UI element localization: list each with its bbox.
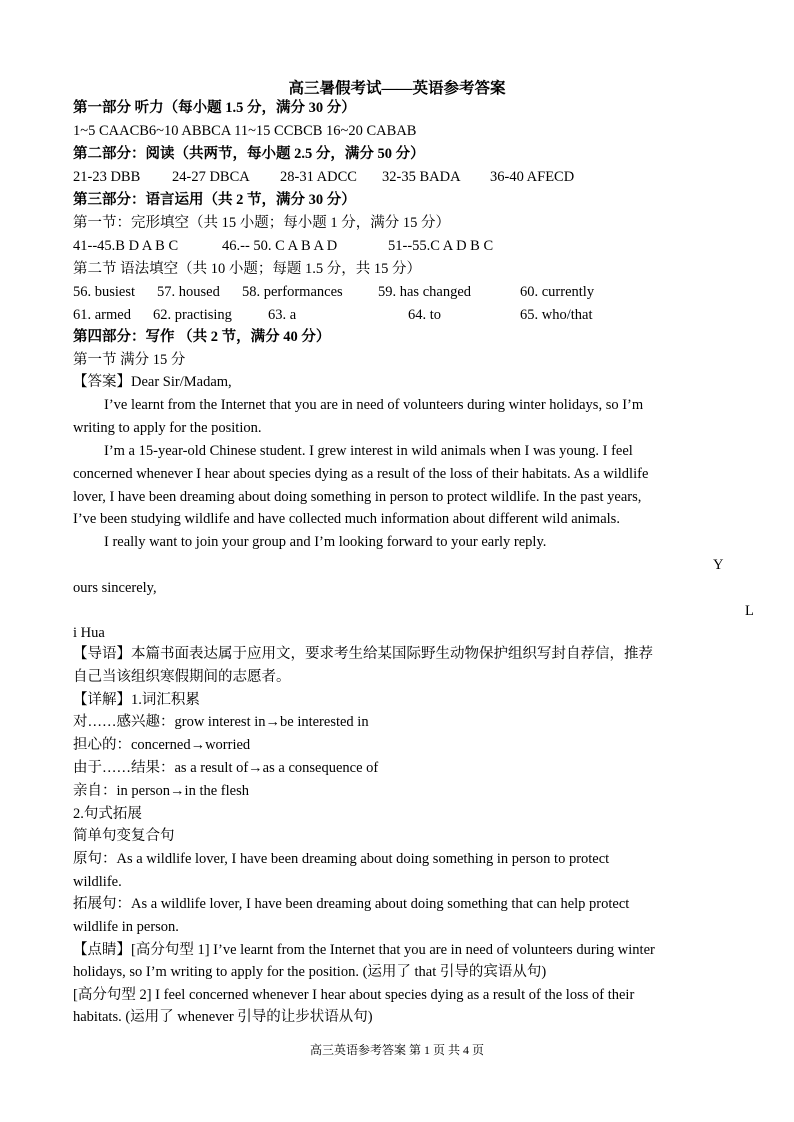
detail-heading: 【详解】1.词汇积累 (73, 692, 200, 708)
part2-answer: 24-27 DBCA (172, 169, 250, 185)
letter-line: writing to apply for the position. (73, 420, 262, 436)
part2-answer: 32-35 BADA (382, 169, 461, 185)
grammar-answer: 61. armed (73, 307, 131, 323)
part2-answer: 36-40 AFECD (490, 169, 575, 185)
part2-heading: 第二部分：阅读（共两节，每小题 2.5 分，满分 50 分） (73, 146, 425, 162)
original-sentence: wildlife. (73, 874, 122, 890)
extended-sentence: wildlife in person. (73, 919, 179, 935)
part3-heading: 第三部分：语言运用（共 2 节，满分 30 分） (73, 192, 356, 208)
vocab-item: 由于……结果：as a result of→as a consequence of (73, 760, 379, 776)
signature-text: i Hua (73, 625, 105, 641)
letter-line: I really want to join your group and I’m looking forward to your early reply. (104, 534, 547, 550)
highlight-line: [高分句型 2] I feel concerned whenever I hear about species dying as a result of the loss of their (73, 987, 635, 1003)
cloze-answer: 41--45.B D A B C (73, 238, 179, 254)
grammar-answer: 59. has changed (378, 284, 472, 300)
part4-heading: 第四部分：写作 （共 2 节，满分 40 分） (73, 329, 331, 345)
original-sentence: 原句：As a wildlife lover, I have been dreaming about doing something in person to protect (73, 851, 610, 867)
page-footer: 高三英语参考答案 第 1 页 共 4 页 (309, 1043, 484, 1057)
vocab-item: 亲自：in person→in the flesh (73, 783, 249, 799)
part1-answers: 1~5 CAACB6~10 ABBCA 11~15 CCBCB 16~20 CABAB (73, 123, 417, 139)
grammar-answer: 65. who/that (520, 307, 593, 323)
letter-line: I’m a 15-year-old Chinese student. I grew interest in wild animals when I was young. I feel (104, 443, 633, 459)
vocab-item: 对……感兴趣：grow interest in→be interested in (73, 714, 369, 730)
grammar-answer: 56. busiest (73, 284, 136, 300)
part2-answer: 21-23 DBB (73, 169, 141, 185)
grammar-answer: 64. to (408, 307, 442, 323)
letter-line: lover, I have been dreaming about doing something in person to protect wildlife. In the past years, (73, 489, 642, 505)
grammar-answer: 58. performances (242, 284, 343, 300)
grammar-answer: 63. a (268, 307, 297, 323)
part4-sec1-heading: 第一节 满分 15 分 (73, 352, 186, 368)
part1-heading: 第一部分 听力（每小题 1.5 分，满分 30 分） (73, 100, 356, 116)
guide-line: 【导语】本篇书面表达属于应用文，要求考生给某国际野生动物保护组织写封自荐信，推荐 (73, 646, 653, 662)
grammar-answer: 60. currently (520, 284, 595, 300)
signature-initial: L (745, 603, 754, 619)
answer-label: 【答案】Dear Sir/Madam, (73, 374, 232, 390)
part2-answer: 28-31 ADCC (280, 169, 357, 185)
guide-line: 自己当该组织寒假期间的志愿者。 (73, 669, 291, 685)
part3-sec1-heading: 第一节：完形填空（共 15 小题；每小题 1 分，满分 15 分） (73, 215, 450, 231)
grammar-answer: 57. housed (157, 284, 220, 300)
extended-sentence: 拓展句：As a wildlife lover, I have been dreaming about doing something that can help protect (73, 896, 630, 912)
vocab-item: 担心的：concerned→worried (73, 737, 251, 753)
sentence-sub: 简单句变复合句 (73, 828, 175, 844)
closing-text: ours sincerely, (73, 580, 157, 596)
letter-line: I’ve been studying wildlife and have collected much information about different wild animals. (73, 511, 620, 527)
grammar-answer: 62. practising (153, 307, 232, 323)
highlight-line: 【点睛】[高分句型 1] I’ve learnt from the Internet that you are in need of volunteers during winter (73, 942, 655, 958)
highlight-line: holidays, so I’m writing to apply for the position. (运用了 that 引导的宾语从句) (73, 964, 547, 980)
cloze-answer: 51--55.C A D B C (388, 238, 494, 254)
letter-line: concerned whenever I hear about species dying as a result of the loss of their habitats. As a wildlife (73, 466, 649, 482)
closing-initial: Y (713, 557, 724, 573)
highlight-line: habitats. (运用了 whenever 引导的让步状语从句) (73, 1009, 373, 1025)
part3-sec2-heading: 第二节 语法填空（共 10 小题；每题 1.5 分，共 15 分） (73, 261, 421, 277)
letter-line: I’ve learnt from the Internet that you are in need of volunteers during winter holidays, so I’m (104, 397, 644, 413)
page-title: 高三暑假考试——英语参考答案 (288, 80, 506, 97)
cloze-answer: 46.-- 50. C A B A D (222, 238, 338, 254)
sentence-heading: 2.句式拓展 (73, 806, 142, 822)
